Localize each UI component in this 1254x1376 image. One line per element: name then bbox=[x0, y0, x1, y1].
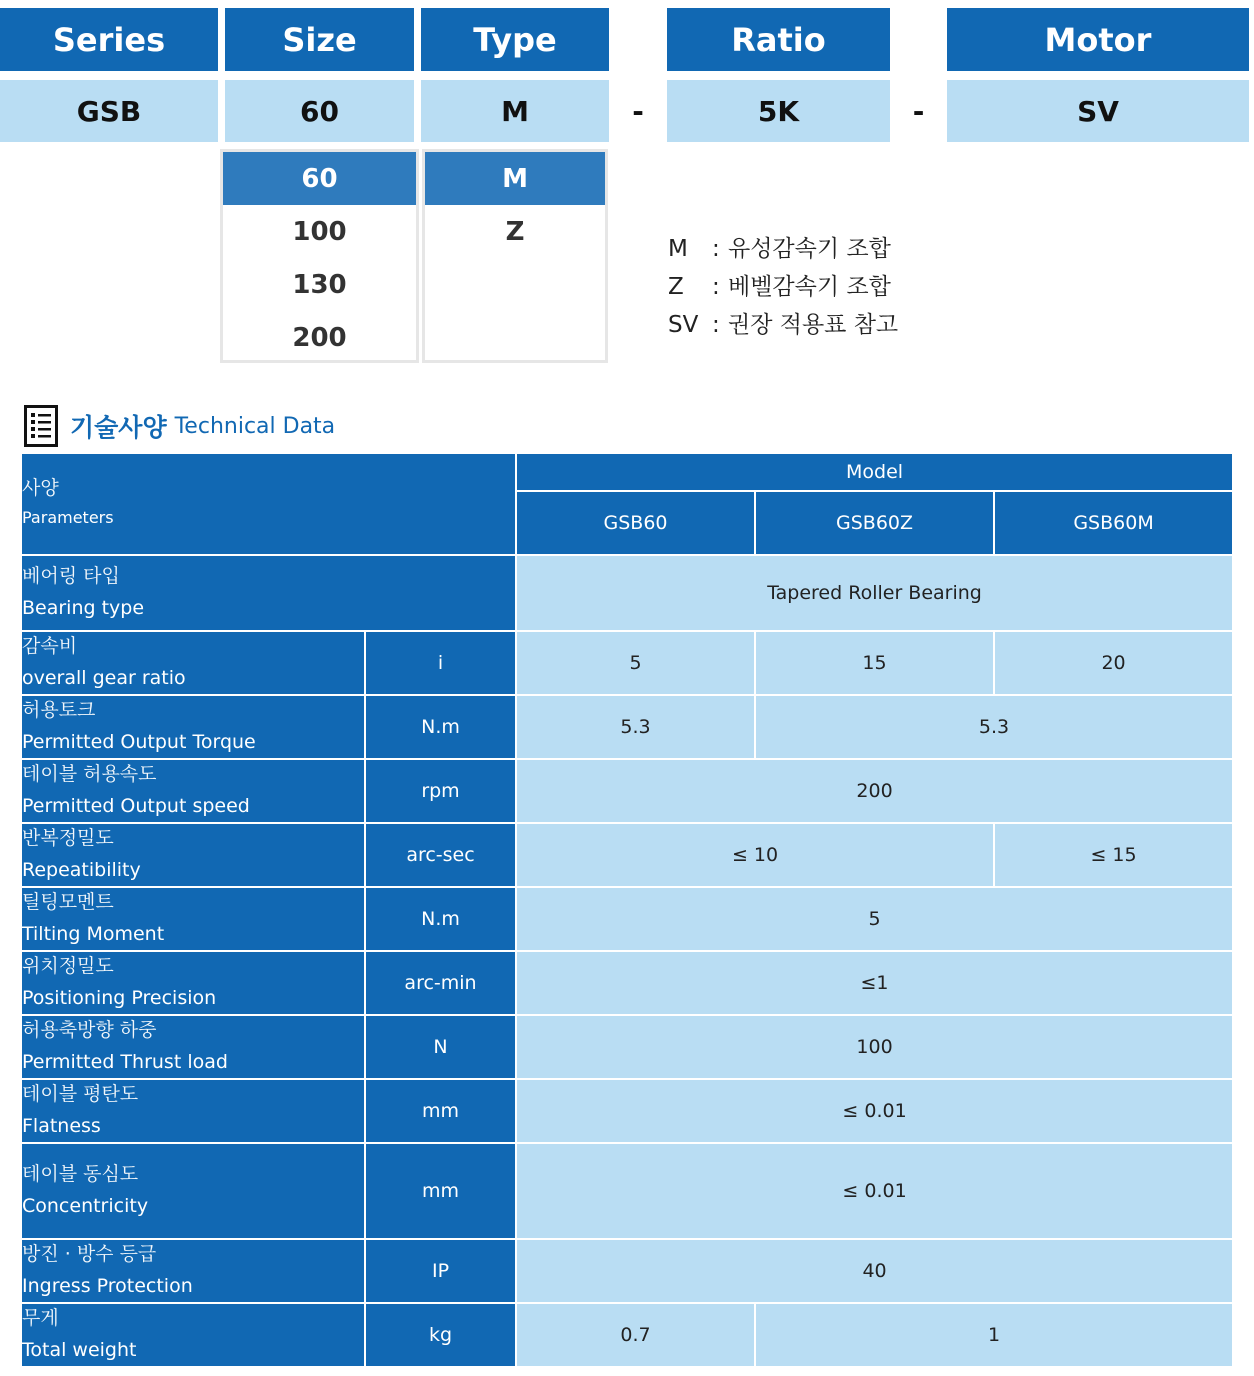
table-row bbox=[21, 1143, 1233, 1239]
spec-value: 5.3 bbox=[755, 695, 1233, 759]
param-ko: 반복정밀도 bbox=[22, 827, 114, 849]
param-unit: N.m bbox=[365, 887, 516, 951]
spec-value: 5 bbox=[516, 887, 1233, 951]
size-value: 60 bbox=[225, 80, 414, 142]
spec-value: 5 bbox=[516, 631, 755, 695]
spec-value: 100 bbox=[516, 1015, 1233, 1079]
code-legend bbox=[668, 230, 1068, 344]
param-unit: arc-min bbox=[365, 951, 516, 1015]
series-value: GSB bbox=[0, 80, 218, 142]
model-name: GSB60M bbox=[994, 491, 1233, 555]
legend-key: SV bbox=[668, 312, 699, 338]
spec-value: Tapered Roller Bearing bbox=[516, 555, 1233, 631]
legend-text: 베벨감속기 조합 bbox=[728, 274, 891, 300]
parameters-header bbox=[21, 453, 516, 555]
type-value: M bbox=[421, 80, 609, 142]
type-option[interactable]: Z bbox=[505, 216, 525, 247]
param-ko: 위치정밀도 bbox=[22, 955, 114, 977]
param-ko: 무게 bbox=[22, 1307, 59, 1329]
size-option[interactable]: 100 bbox=[292, 216, 347, 247]
param-en: Permitted Output speed bbox=[22, 795, 250, 817]
param-ko: 방진 · 방수 등급 bbox=[22, 1243, 157, 1265]
param-label bbox=[21, 823, 365, 887]
model-header: Model bbox=[516, 453, 1233, 491]
param-en: Positioning Precision bbox=[22, 987, 217, 1009]
table-row bbox=[21, 951, 1233, 1015]
param-label bbox=[21, 887, 365, 951]
param-label bbox=[21, 1239, 365, 1303]
table-row bbox=[21, 1239, 1233, 1303]
param-unit: arc-sec bbox=[365, 823, 516, 887]
legend-colon: : bbox=[712, 236, 720, 262]
size-option[interactable]: 200 bbox=[292, 322, 347, 353]
param-label bbox=[21, 1303, 365, 1367]
legend-item bbox=[668, 230, 1068, 268]
spec-value: 1 bbox=[755, 1303, 1233, 1367]
spec-value: ≤ 0.01 bbox=[516, 1079, 1233, 1143]
table-row bbox=[21, 887, 1233, 951]
param-en: Total weight bbox=[22, 1339, 137, 1361]
size-option-list bbox=[220, 149, 419, 363]
param-unit: kg bbox=[365, 1303, 516, 1367]
legend-text: 유성감속기 조합 bbox=[728, 236, 891, 262]
param-en: Permitted Thrust load bbox=[22, 1051, 228, 1073]
legend-item bbox=[668, 306, 1068, 344]
param-unit: N.m bbox=[365, 695, 516, 759]
param-label bbox=[21, 1143, 365, 1239]
legend-text: 권장 적용표 참고 bbox=[728, 312, 899, 338]
param-ko: 테이블 평탄도 bbox=[22, 1083, 139, 1105]
param-label bbox=[21, 555, 516, 631]
table-row bbox=[21, 823, 1233, 887]
param-label bbox=[21, 631, 365, 695]
spec-value: 5.3 bbox=[516, 695, 755, 759]
param-en: Concentricity bbox=[22, 1195, 149, 1217]
param-ko: 테이블 동심도 bbox=[22, 1163, 139, 1185]
table-row bbox=[21, 1015, 1233, 1079]
section-title bbox=[24, 404, 335, 448]
legend-colon: : bbox=[712, 312, 720, 338]
size-option-selected[interactable]: 60 bbox=[223, 152, 416, 205]
model-name: GSB60Z bbox=[755, 491, 994, 555]
table-row bbox=[21, 1079, 1233, 1143]
separator-dash: - bbox=[912, 94, 925, 128]
motor-header: Motor bbox=[947, 8, 1249, 71]
size-option[interactable]: 130 bbox=[292, 269, 347, 300]
legend-key: Z bbox=[668, 274, 684, 300]
param-en: Ingress Protection bbox=[22, 1275, 193, 1297]
param-en: Tilting Moment bbox=[22, 923, 165, 945]
param-en: Flatness bbox=[22, 1115, 101, 1137]
table-row bbox=[21, 1303, 1233, 1367]
table-row bbox=[21, 631, 1233, 695]
param-label bbox=[21, 695, 365, 759]
motor-value: SV bbox=[947, 80, 1249, 142]
spec-value: 15 bbox=[755, 631, 994, 695]
ratio-value: 5K bbox=[667, 80, 890, 142]
table-row bbox=[21, 759, 1233, 823]
param-en: overall gear ratio bbox=[22, 667, 186, 689]
param-unit: rpm bbox=[365, 759, 516, 823]
param-ko: 감속비 bbox=[22, 635, 78, 657]
param-en: Repeatibility bbox=[22, 859, 141, 881]
separator-dash: - bbox=[632, 94, 644, 128]
param-unit: mm bbox=[365, 1143, 516, 1239]
param-unit: N bbox=[365, 1015, 516, 1079]
param-unit: i bbox=[365, 631, 516, 695]
param-ko: 허용축방향 하중 bbox=[22, 1019, 157, 1041]
technical-data-table bbox=[20, 452, 1234, 1368]
spec-value: ≤ 15 bbox=[994, 823, 1233, 887]
spec-value: ≤ 0.01 bbox=[516, 1143, 1233, 1239]
param-ko: 틸팅모멘트 bbox=[22, 891, 114, 913]
spec-value: ≤ 10 bbox=[516, 823, 994, 887]
table-row bbox=[21, 555, 1233, 631]
param-ko: 테이블 허용속도 bbox=[22, 763, 157, 785]
parameters-header-en: Parameters bbox=[22, 508, 114, 527]
series-header: Series bbox=[0, 8, 218, 71]
param-ko: 베어링 타입 bbox=[22, 565, 120, 587]
section-title-en: Technical Data bbox=[174, 413, 336, 439]
param-en: Permitted Output Torque bbox=[22, 731, 256, 753]
param-label bbox=[21, 951, 365, 1015]
model-name: GSB60 bbox=[516, 491, 755, 555]
table-row bbox=[21, 695, 1233, 759]
list-document-icon bbox=[24, 405, 58, 447]
param-label bbox=[21, 1015, 365, 1079]
param-en: Bearing type bbox=[22, 597, 145, 619]
spec-value: 200 bbox=[516, 759, 1233, 823]
section-title-ko: 기술사양 bbox=[70, 413, 167, 442]
size-header: Size bbox=[225, 8, 414, 71]
parameters-header-ko: 사양 bbox=[22, 477, 59, 499]
legend-item bbox=[668, 268, 1068, 306]
spec-value: ≤1 bbox=[516, 951, 1233, 1015]
spec-value: 20 bbox=[994, 631, 1233, 695]
param-label bbox=[21, 1079, 365, 1143]
ratio-header: Ratio bbox=[667, 8, 890, 71]
param-label bbox=[21, 759, 365, 823]
param-unit: IP bbox=[365, 1239, 516, 1303]
param-ko: 허용토크 bbox=[22, 699, 96, 721]
legend-key: M bbox=[668, 236, 688, 262]
legend-colon: : bbox=[712, 274, 720, 300]
type-option-selected[interactable]: M bbox=[425, 152, 605, 205]
param-unit: mm bbox=[365, 1079, 516, 1143]
type-header: Type bbox=[421, 8, 609, 71]
type-option-list bbox=[422, 149, 608, 363]
spec-value: 0.7 bbox=[516, 1303, 755, 1367]
spec-value: 40 bbox=[516, 1239, 1233, 1303]
